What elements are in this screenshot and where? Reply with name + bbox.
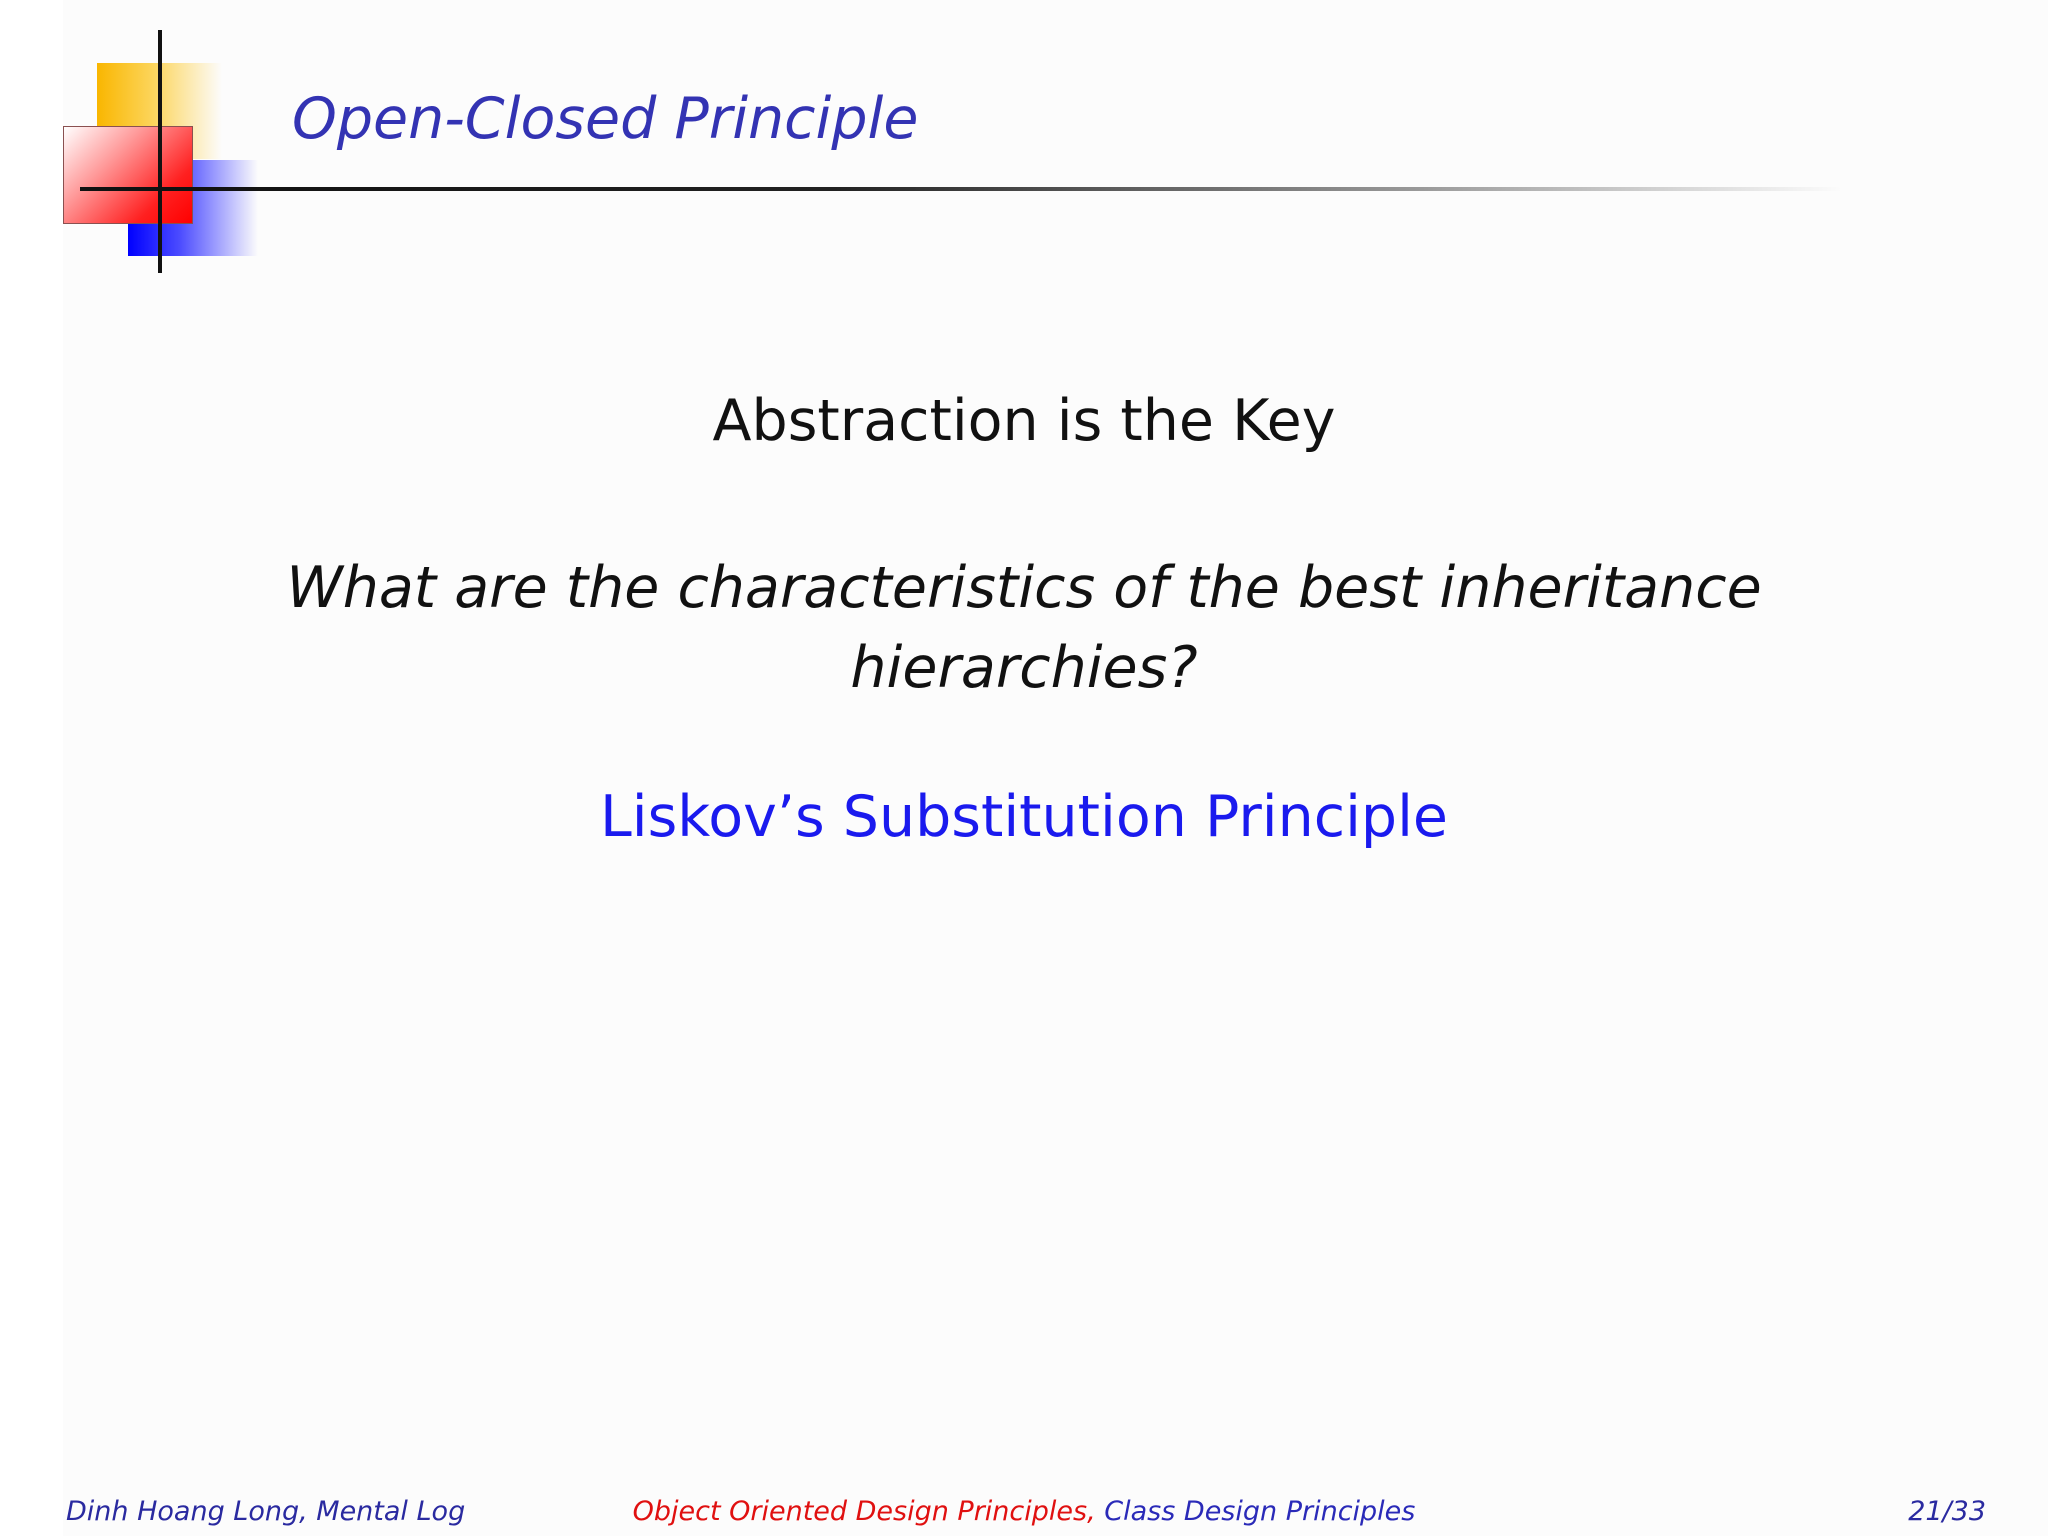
vertical-rule [158,30,162,273]
red-square-icon [63,126,193,224]
question-line: hierarchies? [850,635,1198,701]
question-line: What are the characteristics of the best inheritance [286,555,1762,621]
footer-separator: , [1087,1496,1096,1527]
footer-author: Dinh Hoang Long, Mental Log [66,1496,466,1527]
footer-section-nav [0,1496,2048,1527]
logo-horizontal-rule [80,187,170,191]
slide-title: Open-Closed Principle [292,86,919,152]
slide-content-area [63,0,2048,1536]
beamer-logo-decoration [0,0,270,280]
footer-section-link[interactable]: Object Oriented Design Principles [632,1496,1088,1527]
footer-subsection-link[interactable]: Class Design Principles [1104,1496,1416,1527]
title-rule [162,187,1842,191]
page-number: 21/33 [1908,1496,1986,1527]
slide-heading: Abstraction is the Key [712,388,1336,454]
liskov-link[interactable]: Liskov’s Substitution Principle [600,784,1448,850]
slide-question [0,548,2048,708]
